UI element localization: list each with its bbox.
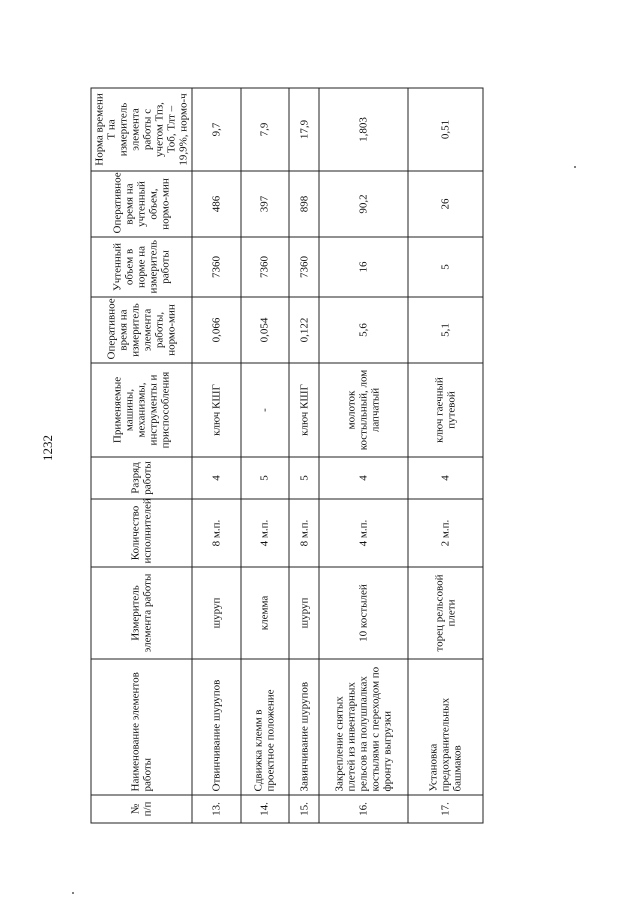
header-volume: Учтенный объем в норме на измеритель работы	[91, 237, 192, 297]
cell-workers: 4 м.п.	[241, 499, 288, 567]
cell-number: 16.	[319, 795, 407, 823]
cell-grade: 4	[319, 457, 407, 499]
cell-unit: торец рельсовой плети	[408, 567, 483, 659]
cell-grade: 4	[408, 457, 483, 499]
cell-machines: ключ гаечный путевой	[408, 363, 483, 457]
cell-time-norm: 9,7	[192, 88, 241, 171]
cell-operative-time-volume: 898	[289, 171, 320, 237]
cell-volume: 7360	[241, 237, 288, 297]
cell-element-name: Завинчивание шурупов	[289, 659, 320, 795]
rotated-table-container	[91, 89, 484, 824]
cell-number: 13.	[192, 795, 241, 823]
table-row	[319, 88, 407, 823]
cell-workers: 4 м.п.	[319, 499, 407, 567]
cell-operative-time: 0,054	[241, 297, 288, 363]
cell-operative-time: 0,066	[192, 297, 241, 363]
header-operative-time: Оперативное время на измеритель элемента работы, нормо-мин	[91, 297, 192, 363]
header-machines: Применяемые машины, механизмы, инструменты и приспособления	[91, 363, 192, 457]
cell-unit: шуруп	[192, 567, 241, 659]
header-grade: Разряд работы	[91, 457, 192, 499]
cell-workers: 2 м.п.	[408, 499, 483, 567]
cell-operative-time-volume: 26	[408, 171, 483, 237]
cell-volume: 7360	[289, 237, 320, 297]
cell-operative-time-volume: 90,2	[319, 171, 407, 237]
table-row	[241, 88, 288, 823]
table-row	[289, 88, 320, 823]
cell-grade: 4	[192, 457, 241, 499]
cell-element-name: Закрепление снятых плетей из инвентарных рельсов на полушпалках костылями с переходом по фронту выгрузки	[319, 659, 407, 795]
cell-element-name: Отвинчивание шурупов	[192, 659, 241, 795]
page-number: 1232	[40, 435, 55, 461]
cell-workers: 8 м.п.	[289, 499, 320, 567]
cell-operative-time: 0,122	[289, 297, 320, 363]
header-element-name: Наименование элементов работы	[91, 659, 192, 795]
table-row	[408, 88, 483, 823]
cell-number: 14.	[241, 795, 288, 823]
cell-machines: ключ КШГ	[289, 363, 320, 457]
cell-machines: молоток костыльный, лом лапчатый	[319, 363, 407, 457]
cell-operative-time: 5,1	[408, 297, 483, 363]
cell-workers: 8 м.п.	[192, 499, 241, 567]
cell-element-name: Сдвижка клемм в проектное положение	[241, 659, 288, 795]
cell-volume: 5	[408, 237, 483, 297]
cell-unit: клемма	[241, 567, 288, 659]
header-operative-time-volume: Оперативное время на учтенный объем, нормо-мин	[91, 171, 192, 237]
cell-time-norm: 7,9	[241, 88, 288, 171]
header-time-norm: Норма времени Т на измеритель элемента работы с учетом Тпз, Тоб, Тлт – 19,9%, нормо-ч	[91, 88, 192, 171]
cell-volume: 7360	[192, 237, 241, 297]
cell-number: 15.	[289, 795, 320, 823]
cell-operative-time-volume: 486	[192, 171, 241, 237]
cell-unit: шуруп	[289, 567, 320, 659]
header-unit: Измеритель элемента работы	[91, 567, 192, 659]
cell-grade: 5	[241, 457, 288, 499]
header-workers: Количество исполнителей	[91, 499, 192, 567]
cell-machines: ключ КШГ	[192, 363, 241, 457]
cell-volume: 16	[319, 237, 407, 297]
cell-number: 17.	[408, 795, 483, 823]
cell-unit: 10 костылей	[319, 567, 407, 659]
cell-time-norm: 0,51	[408, 88, 483, 171]
work-elements-table	[91, 88, 484, 824]
scan-speck	[574, 166, 576, 168]
header-number: № п/п	[91, 795, 192, 823]
scan-speck	[72, 892, 74, 894]
cell-operative-time: 5,6	[319, 297, 407, 363]
cell-machines: -	[241, 363, 288, 457]
cell-operative-time-volume: 397	[241, 171, 288, 237]
table-header-row	[91, 88, 192, 823]
table-row	[192, 88, 241, 823]
cell-grade: 5	[289, 457, 320, 499]
cell-element-name: Установка предохранительных башмаков	[408, 659, 483, 795]
cell-time-norm: 17,9	[289, 88, 320, 171]
cell-time-norm: 1,803	[319, 88, 407, 171]
